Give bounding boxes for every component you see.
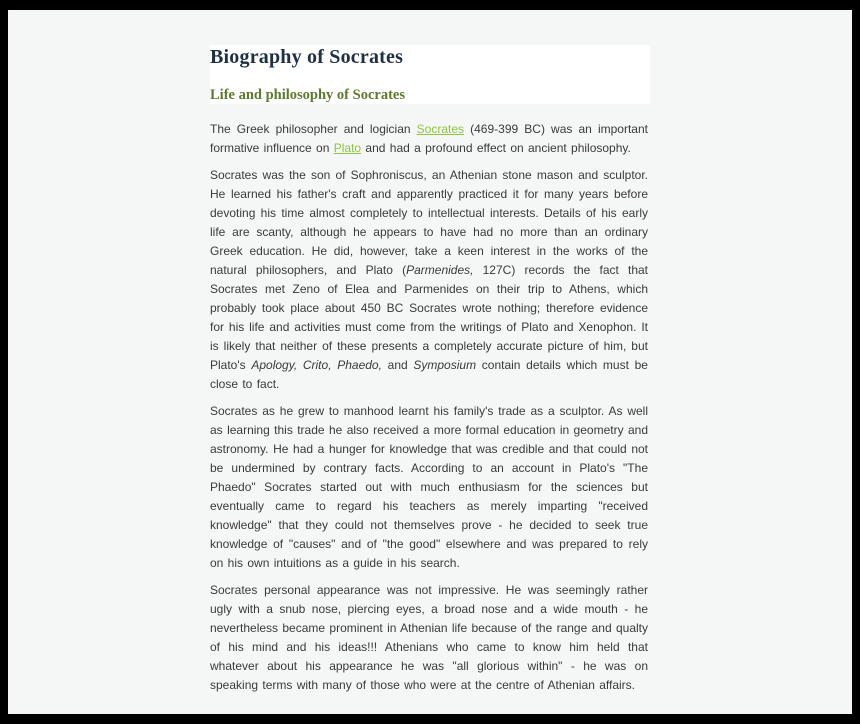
document-page — [8, 10, 852, 714]
paragraph-4: Socrates personal appearance was not impressive. He was seemingly rather ugly with a snub nose, piercing eyes, a broad nose and a wide mouth - he nevertheless became prominent in Athenian life because of the range and qualty of his mind and his ideas!!! Athenians who came to know him held that whatever about his appearance he was "all glorious within" - he was on speaking terms with many of those who were at the centre of Athenian affairs. — [210, 583, 648, 692]
italic-text: Symposium — [413, 358, 477, 372]
italic-text: Parmenides, — [406, 263, 474, 277]
paragraph-2: Socrates was the son of Sophroniscus, an Athenian stone mason and sculptor. He learned his father's craft and apparently practiced it for many years before devoting his time almost completely to intellectual interests. Details of his early life are scanty, although he appears to have had no more than an ordinary Greek education. He did, however, take a keen interest in the works of the natural philosophers, and Plato (Parmenides, 127C) records the fact that Socrates met Zeno of Elea and Parmenides on their trip to Athens, which probably took place about 450 BC Socrates wrote nothing; therefore evidence for his life and activities must come from the writings of Plato and Xenophon. It is likely that neither of these presents a completely accurate picture of him, but Plato's Apology, Crito, Phaedo, and Symposium contain details which must be close to fact. — [210, 168, 649, 391]
article-body — [210, 120, 648, 703]
italic-text: Apology, Crito, Phaedo, — [251, 358, 382, 372]
page-title: Biography of Socrates — [210, 46, 404, 68]
link-socrates[interactable]: Socrates — [416, 122, 465, 136]
title-block — [210, 45, 650, 104]
page-subtitle: Life and philosophy of Socrates — [210, 87, 405, 103]
paragraph-3: Socrates as he grew to manhood learnt his family's trade as a sculptor. As well as learning this trade he also received a more formal education in geometry and astronomy. He had a hunger for knowledge that was credible and that could not be undermined by contrary facts. According to an account in Plato's "The Phaedo" Socrates started out with much enthusiasm for the sciences but eventually came to regard his teachers as merely imparting "received knowledge" that they could not themselves prove - he decided to seek true knowledge of "causes" and of "the good" elsewhere and was prepared to rely on his own intuitions as a guide in his search. — [210, 404, 648, 570]
paragraph-1: The Greek philosopher and logician Socrates (469-399 BC) was an important formative influence on Plato and had a profound effect on ancient philosophy. — [210, 122, 648, 155]
link-plato[interactable]: Plato — [333, 141, 362, 155]
